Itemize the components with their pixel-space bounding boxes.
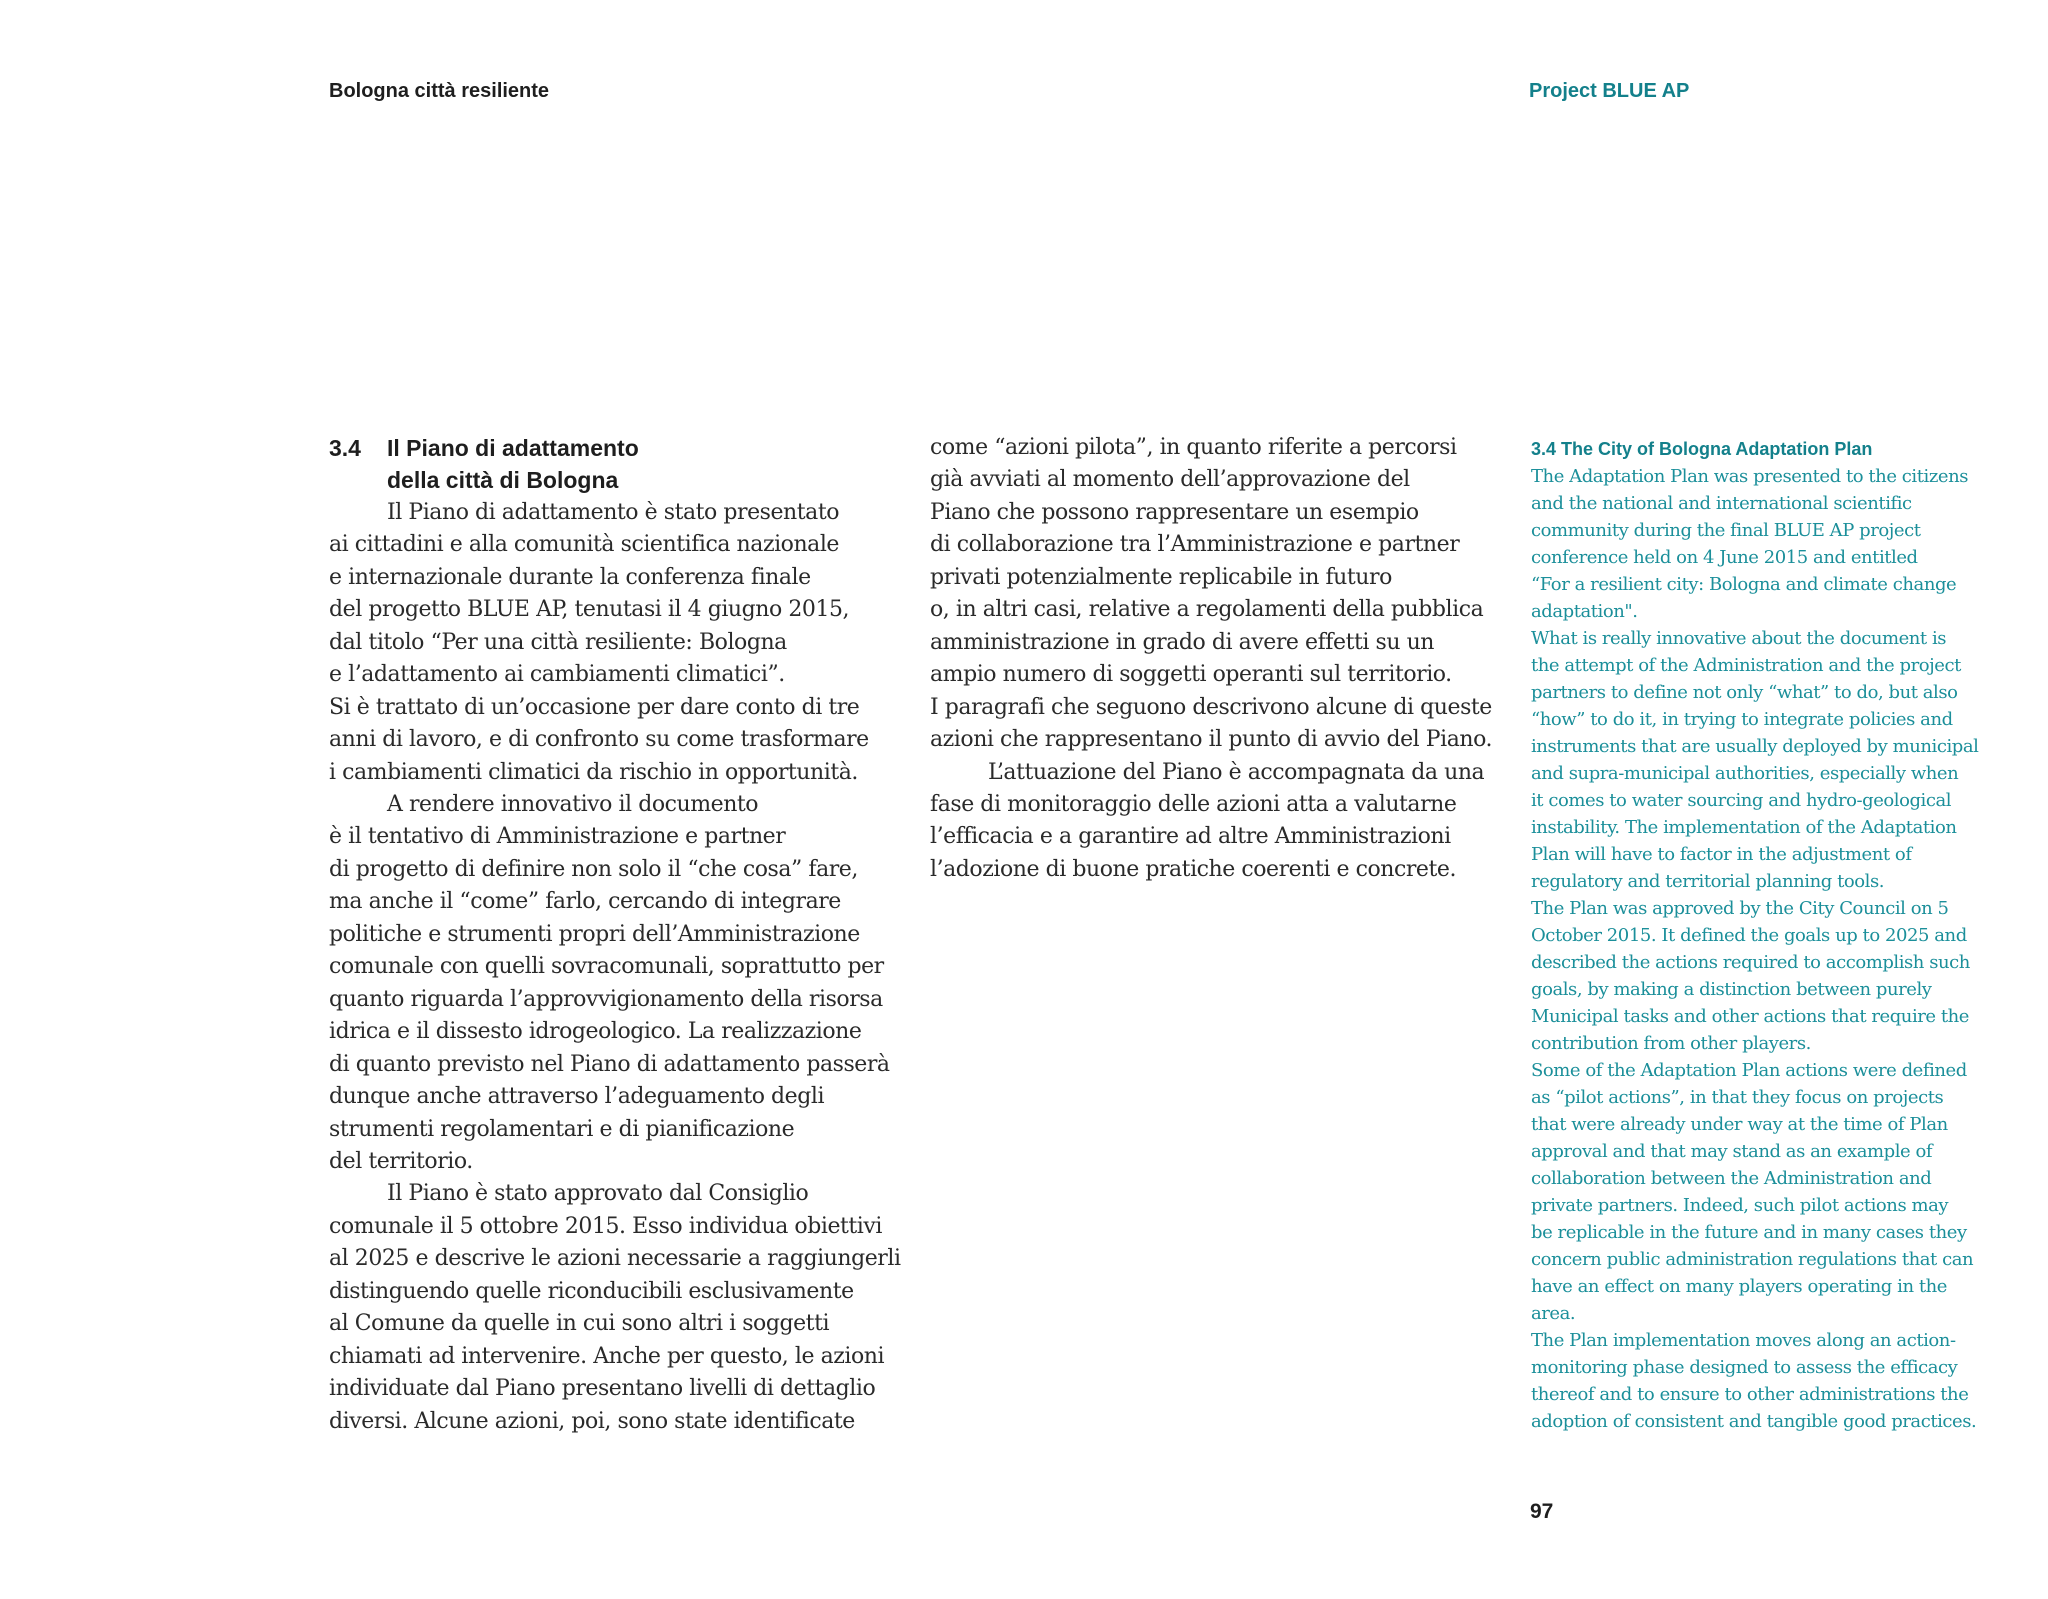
text-line: dunque anche attraverso l’adeguamento degli bbox=[329, 1084, 825, 1110]
text-line: quanto riguarda l’approvvigionamento della risorsa bbox=[329, 986, 883, 1012]
english-summary-body bbox=[1531, 463, 2006, 1435]
text-line: di progetto di definire non solo il “che cosa” fare, bbox=[329, 856, 858, 882]
text-line: i cambiamenti climatici da rischio in opportunità. bbox=[329, 759, 858, 785]
page-number: 97 bbox=[1530, 1500, 1554, 1523]
text-line: it comes to water sourcing and hydro-geological bbox=[1531, 790, 1952, 811]
text-line: e internazionale durante la conferenza finale bbox=[329, 564, 811, 590]
english-summary-heading: 3.4 The City of Bologna Adaptation Plan bbox=[1531, 439, 1873, 459]
text-line: have an effect on many players operating in the bbox=[1531, 1276, 1947, 1297]
text-line: privati potenzialmente replicabile in futuro bbox=[930, 564, 1392, 590]
text-line: al 2025 e descrive le azioni necessarie a raggiungerli bbox=[329, 1246, 901, 1272]
text-line: del progetto BLUE AP, tenutasi il 4 giugno 2015, bbox=[329, 597, 850, 623]
text-line: thereof and to ensure to other administrations the bbox=[1531, 1384, 1969, 1405]
text-line: come “azioni pilota”, in quanto riferite a percorsi bbox=[930, 435, 1457, 460]
text-line: adaptation". bbox=[1531, 601, 1638, 622]
text-line: idrica e il dissesto idrogeologico. La realizzazione bbox=[329, 1019, 862, 1045]
text-line: The Plan implementation moves along an action- bbox=[1531, 1330, 1956, 1351]
text-line: ai cittadini e alla comunità scientifica nazionale bbox=[329, 532, 840, 558]
text-line: that were already under way at the time of Plan bbox=[1531, 1114, 1948, 1135]
text-line: partners to define not only “what” to do, but also bbox=[1531, 682, 1958, 703]
text-line: approval and that may stand as an example of bbox=[1531, 1141, 1933, 1162]
text-line: o, in altri casi, relative a regolamenti della pubblica bbox=[930, 597, 1484, 623]
text-line: and the national and international scientific bbox=[1531, 493, 1912, 514]
text-line: and supra-municipal authorities, especially when bbox=[1531, 763, 1959, 784]
text-line: Il Piano di adattamento è stato presentato bbox=[387, 499, 840, 525]
text-line: Il Piano è stato approvato dal Consiglio bbox=[387, 1181, 809, 1207]
text-line: collaboration between the Administration and bbox=[1531, 1168, 1932, 1189]
text-line: al Comune da quelle in cui sono altri i soggetti bbox=[329, 1311, 830, 1337]
text-line: e l’adattamento ai cambiamenti climatici”. bbox=[329, 662, 785, 688]
section-number: 3.4 bbox=[329, 435, 361, 461]
text-line: The Plan was approved by the City Council on 5 bbox=[1531, 898, 1949, 919]
text-line: goals, by making a distinction between purely bbox=[1531, 979, 1932, 1000]
text-line: L’attuazione del Piano è accompagnata da una bbox=[988, 759, 1485, 785]
text-line: dal titolo “Per una città resiliente: Bologna bbox=[329, 629, 787, 655]
text-line: Plan will have to factor in the adjustment of bbox=[1531, 844, 1912, 865]
text-line: già avviati al momento dell’approvazione del bbox=[930, 467, 1410, 493]
text-line: private partners. Indeed, such pilot actions may bbox=[1531, 1195, 1949, 1216]
text-line: anni di lavoro, e di confronto su come trasformare bbox=[329, 727, 869, 753]
text-line: adoption of consistent and tangible good practices. bbox=[1531, 1411, 1977, 1432]
text-line: monitoring phase designed to assess the efficacy bbox=[1531, 1357, 1958, 1378]
text-line: concern public administration regulations that can bbox=[1531, 1249, 1974, 1270]
text-line: del territorio. bbox=[329, 1148, 473, 1174]
section-heading-continued bbox=[329, 464, 909, 496]
running-header-title: Bologna città resiliente bbox=[329, 80, 550, 102]
text-line: di collaborazione tra l’Amministrazione e partner bbox=[930, 532, 1460, 558]
text-line: described the actions required to accomplish such bbox=[1531, 952, 1970, 973]
text-line: è il tentativo di Amministrazione e partner bbox=[329, 824, 786, 850]
text-line: I paragrafi che seguono descrivono alcune di queste bbox=[930, 694, 1492, 720]
italian-column-2-body bbox=[930, 432, 1510, 886]
text-line: distinguendo quelle riconducibili esclusivamente bbox=[329, 1278, 854, 1304]
text-line: diversi. Alcune azioni, poi, sono state identificate bbox=[329, 1408, 855, 1434]
text-line: ma anche il “come” farlo, cercando di integrare bbox=[329, 889, 841, 915]
text-line: fase di monitoraggio delle azioni atta a valutarne bbox=[930, 791, 1457, 817]
text-line: The Adaptation Plan was presented to the citizens bbox=[1531, 466, 1968, 487]
section-title-line-2: della città di Bologna bbox=[387, 467, 619, 494]
text-line: Some of the Adaptation Plan actions were defined bbox=[1531, 1060, 1967, 1081]
section-heading bbox=[329, 432, 909, 464]
text-line: l’adozione di buone pratiche coerenti e concrete. bbox=[930, 856, 1456, 882]
text-line: “how” to do it, in trying to integrate policies and bbox=[1531, 709, 1953, 730]
text-line: “For a resilient city: Bologna and climate change bbox=[1531, 574, 1957, 595]
text-line: instability. The implementation of the Adaptation bbox=[1531, 817, 1957, 838]
text-line: the attempt of the Administration and the project bbox=[1531, 655, 1961, 676]
text-line: comunale il 5 ottobre 2015. Esso individua obiettivi bbox=[329, 1213, 882, 1239]
text-line: A rendere innovativo il documento bbox=[387, 791, 759, 817]
text-line: Si è trattato di un’occasione per dare conto di tre bbox=[329, 694, 860, 720]
text-line: l’efficacia e a garantire ad altre Amministrazioni bbox=[930, 824, 1451, 850]
text-line: as “pilot actions”, in that they focus on projects bbox=[1531, 1087, 1944, 1108]
text-line: chiamati ad intervenire. Anche per questo, le azioni bbox=[329, 1343, 885, 1369]
text-line: azioni che rappresentano il punto di avvio del Piano. bbox=[930, 727, 1493, 753]
text-line: di quanto previsto nel Piano di adattamento passerà bbox=[329, 1051, 890, 1077]
text-line: Municipal tasks and other actions that require the bbox=[1531, 1006, 1970, 1027]
text-line: Piano che possono rappresentare un esempio bbox=[930, 499, 1419, 525]
text-line: ampio numero di soggetti operanti sul territorio. bbox=[930, 662, 1452, 688]
text-line: politiche e strumenti propri dell’Amministrazione bbox=[329, 921, 860, 947]
text-line: conference held on 4 June 2015 and entitled bbox=[1531, 547, 1918, 568]
italian-column-1-body bbox=[329, 497, 909, 1438]
section-title-line-1: Il Piano di adattamento bbox=[387, 435, 639, 461]
text-line: amministrazione in grado di avere effetti su un bbox=[930, 629, 1435, 655]
text-line: individuate dal Piano presentano livelli di dettaglio bbox=[329, 1376, 876, 1402]
text-line: comunale con quelli sovracomunali, soprattutto per bbox=[329, 954, 884, 980]
text-line: strumenti regolamentari e di pianificazione bbox=[329, 1116, 795, 1142]
english-summary-column bbox=[1531, 436, 2006, 1435]
running-header-project: Project BLUE AP bbox=[1529, 80, 1690, 102]
text-line: What is really innovative about the document is bbox=[1531, 628, 1947, 649]
italian-column-1 bbox=[329, 432, 909, 1438]
text-line: community during the final BLUE AP project bbox=[1531, 520, 1921, 541]
italian-column-2 bbox=[930, 432, 1510, 886]
text-line: be replicable in the future and in many cases they bbox=[1531, 1222, 1967, 1243]
text-line: instruments that are usually deployed by municipal bbox=[1531, 736, 1979, 757]
text-line: October 2015. It defined the goals up to 2025 and bbox=[1531, 925, 1967, 946]
text-line: regulatory and territorial planning tools. bbox=[1531, 871, 1885, 892]
text-line: area. bbox=[1531, 1303, 1576, 1324]
text-line: contribution from other players. bbox=[1531, 1033, 1811, 1054]
